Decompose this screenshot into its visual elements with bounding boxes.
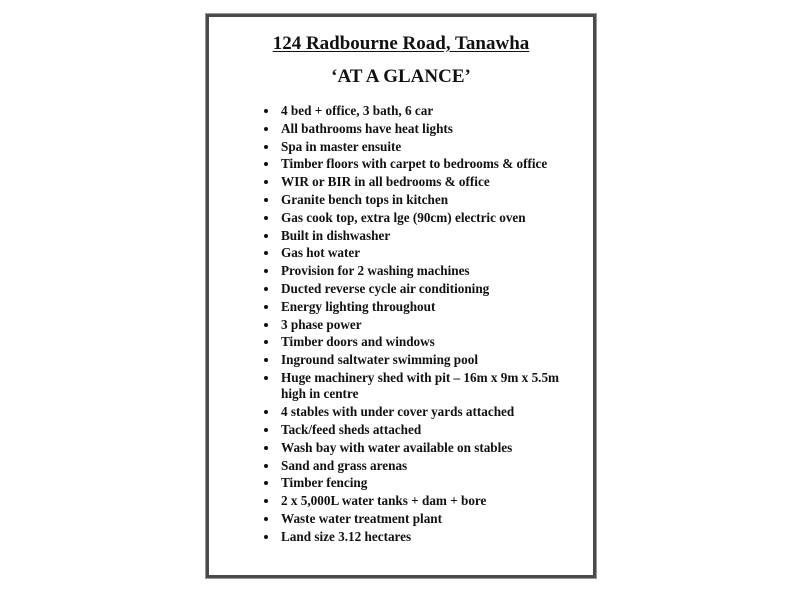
feature-item: • Tack/feed sheds attached (279, 422, 579, 439)
document-subtitle: ‘AT A GLANCE’ (331, 66, 471, 87)
feature-item: • Ducted reverse cycle air conditioning (279, 281, 579, 298)
feature-item: • Timber fencing (279, 475, 579, 492)
feature-item: • Huge machinery shed with pit – 16m x 9m x 5.5m high in centre (279, 370, 579, 403)
feature-item: • Spa in master ensuite (279, 139, 579, 156)
document-border-frame (206, 14, 596, 578)
feature-item: • Waste water treatment plant (279, 511, 579, 528)
feature-item: • Timber floors with carpet to bedrooms & office (279, 156, 579, 173)
feature-item: • 4 stables with under cover yards attached (279, 404, 579, 421)
feature-item: • Timber doors and windows (279, 334, 579, 351)
feature-item: • Built in dishwasher (279, 228, 579, 245)
feature-item: • Provision for 2 washing machines (279, 263, 579, 280)
feature-item: • Energy lighting throughout (279, 299, 579, 316)
feature-item: • 3 phase power (279, 317, 579, 334)
feature-list (261, 103, 579, 547)
feature-item: • Wash bay with water available on stables (279, 440, 579, 457)
document-title: 124 Radbourne Road, Tanawha (272, 33, 530, 54)
feature-item: • Land size 3.12 hectares (279, 529, 579, 546)
feature-item: • Gas hot water (279, 245, 579, 262)
feature-item: • Sand and grass arenas (279, 458, 579, 475)
feature-item: • WIR or BIR in all bedrooms & office (279, 174, 579, 191)
feature-item: • Gas cook top, extra lge (90cm) electric oven (279, 210, 579, 227)
feature-item: • 2 x 5,000L water tanks + dam + bore (279, 493, 579, 510)
feature-item: • Inground saltwater swimming pool (279, 352, 579, 369)
feature-item: • All bathrooms have heat lights (279, 121, 579, 138)
feature-item: • 4 bed + office, 3 bath, 6 car (279, 103, 579, 120)
feature-item: • Granite bench tops in kitchen (279, 192, 579, 209)
